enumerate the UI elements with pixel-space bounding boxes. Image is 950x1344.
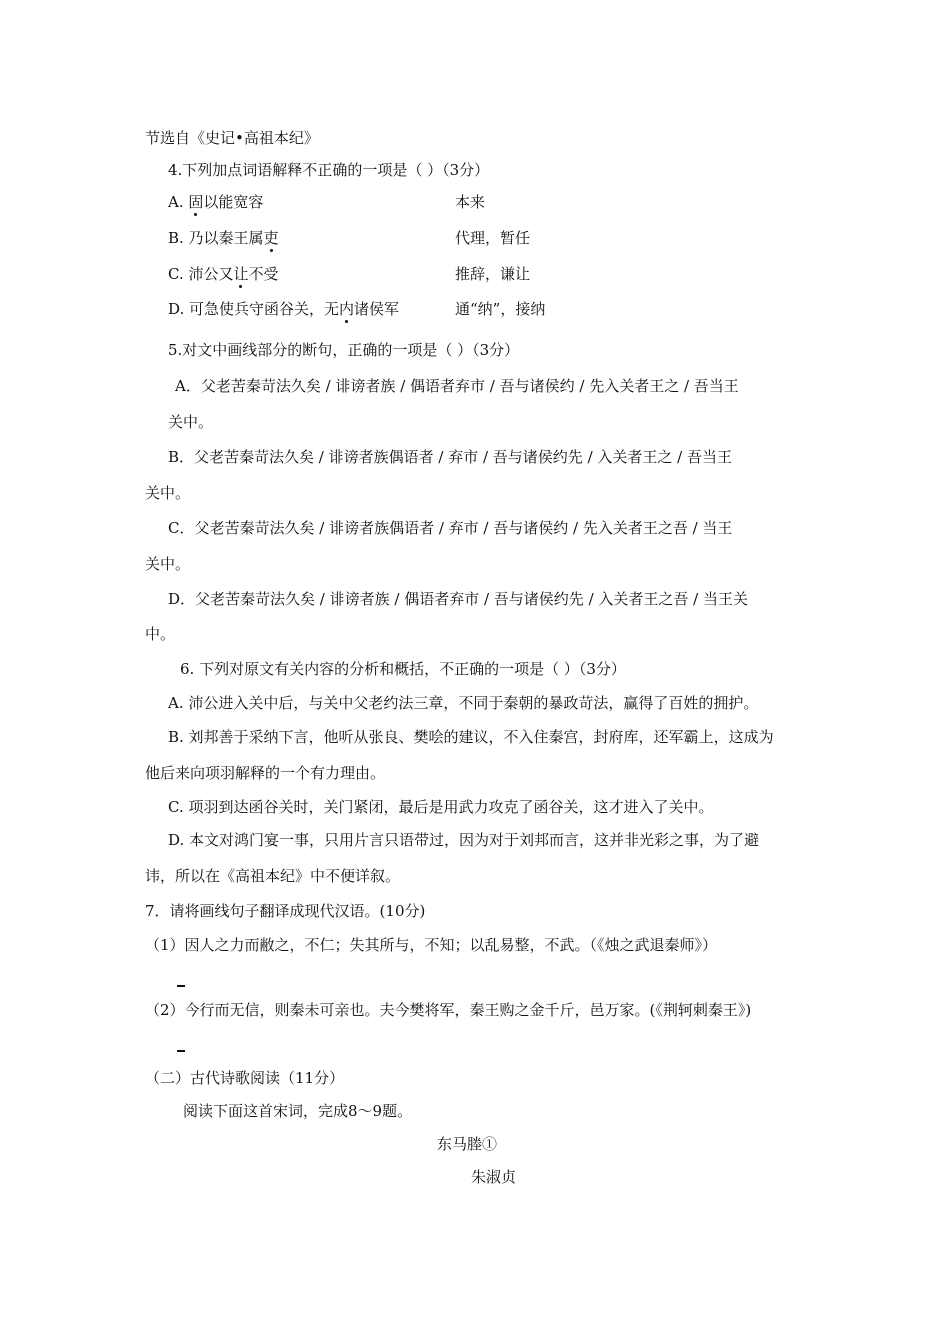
q5-option-b-cont: 关中。 (145, 484, 191, 502)
answer-blank-2 (177, 1050, 185, 1052)
emphasis-dot-word: 让 (233, 265, 249, 283)
emphasis-dot-word: 内 (339, 300, 355, 318)
emphasis-dot-word: 吏 (263, 229, 279, 247)
q6-option-b-cont: 他后来向项羽解释的一个有力理由。 (145, 764, 386, 782)
q6-option-d-cont: 讳，所以在《高祖本纪》中不便详叙。 (145, 867, 401, 885)
q5-option-b: B．父老苦秦苛法久矣 / 诽谤者族偶语者 / 弃市 / 吾与诸侯约先 / 入关者王之 / 吾当王 (168, 448, 732, 466)
q4-option-b-gloss: 代理，暂任 (455, 229, 531, 247)
q4-option-a: A. 固以能宽容 (168, 193, 264, 211)
section-instruction: 阅读下面这首宋词，完成8～9题。 (183, 1102, 413, 1120)
q6-option-a: A. 沛公进入关中后，与关中父老约法三章，不同于秦朝的暴政苛法，赢得了百姓的拥护。 (168, 694, 759, 712)
emphasis-dot-word: 固 (188, 193, 204, 211)
q5-option-a-cont: 关中。 (168, 413, 214, 431)
q7-stem: 7．请将画线句子翻译成现代汉语。(10分) (145, 902, 426, 920)
source-note: 节选自《史记•高祖本纪》 (145, 129, 319, 147)
q5-option-a: A．父老苦秦苛法久矣 / 诽谤者族 / 偶语者弃市 / 吾与诸侯约 / 先入关者王之 / 吾当王 (175, 377, 739, 395)
q4-option-c: C. 沛公又让不受 (168, 265, 279, 283)
q4-option-b: B. 乃以秦王属吏 (168, 229, 279, 247)
q5-stem: 5.对文中画线部分的断句，正确的一项是（ ）（3分） (168, 341, 520, 359)
q7-sentence-1: （1）因人之力而敝之，不仁；失其所与，不知；以乱易整，不武。（《烛之武退秦师》） (145, 936, 718, 954)
q6-option-c: C. 项羽到达函谷关时，关门紧闭，最后是用武力攻克了函谷关，这才进入了关中。 (168, 798, 714, 816)
q4-option-c-gloss: 推辞，谦让 (455, 265, 531, 283)
q6-option-d: D. 本文对鸿门宴一事，只用片言只语带过，因为对于刘邦而言，这并非光彩之事，为了避 (168, 831, 760, 849)
q4-option-a-gloss: 本来 (455, 193, 486, 211)
poem-title: 东马塍① (437, 1135, 498, 1153)
q5-option-d-cont: 中。 (145, 625, 176, 643)
q5-option-d: D．父老苦秦苛法久矣 / 诽谤者族 / 偶语者弃市 / 吾与诸侯约先 / 入关者王之吾 / 当王关 (168, 590, 748, 608)
q4-option-d: D. 可急使兵守函谷关，无内诸侯军 (168, 300, 400, 318)
answer-blank-1 (177, 985, 185, 987)
q6-stem: 6. 下列对原文有关内容的分析和概括，不正确的一项是（ ）（3分） (180, 660, 626, 678)
q6-option-b: B. 刘邦善于采纳下言，他听从张良、樊哙的建议，不入住秦宫，封府库，还军霸上，这成为 (168, 728, 774, 746)
q5-option-c-cont: 关中。 (145, 555, 191, 573)
q7-sentence-2: （2）今行而无信，则秦未可亲也。夫今樊将军，秦王购之金千斤，邑万家。(《荆轲刺秦王》) (145, 1001, 752, 1019)
section-heading: （二）古代诗歌阅读（11分） (145, 1069, 345, 1087)
poem-author: 朱淑贞 (471, 1168, 517, 1186)
q4-option-d-gloss: 通“纳”，接纳 (455, 300, 546, 318)
q4-stem: 4.下列加点词语解释不正确的一项是（ ）（3分） (168, 161, 490, 179)
q5-option-c: C．父老苦秦苛法久矣 / 诽谤者族偶语者 / 弃市 / 吾与诸侯约 / 先入关者王之吾 / 当王 (168, 519, 733, 537)
